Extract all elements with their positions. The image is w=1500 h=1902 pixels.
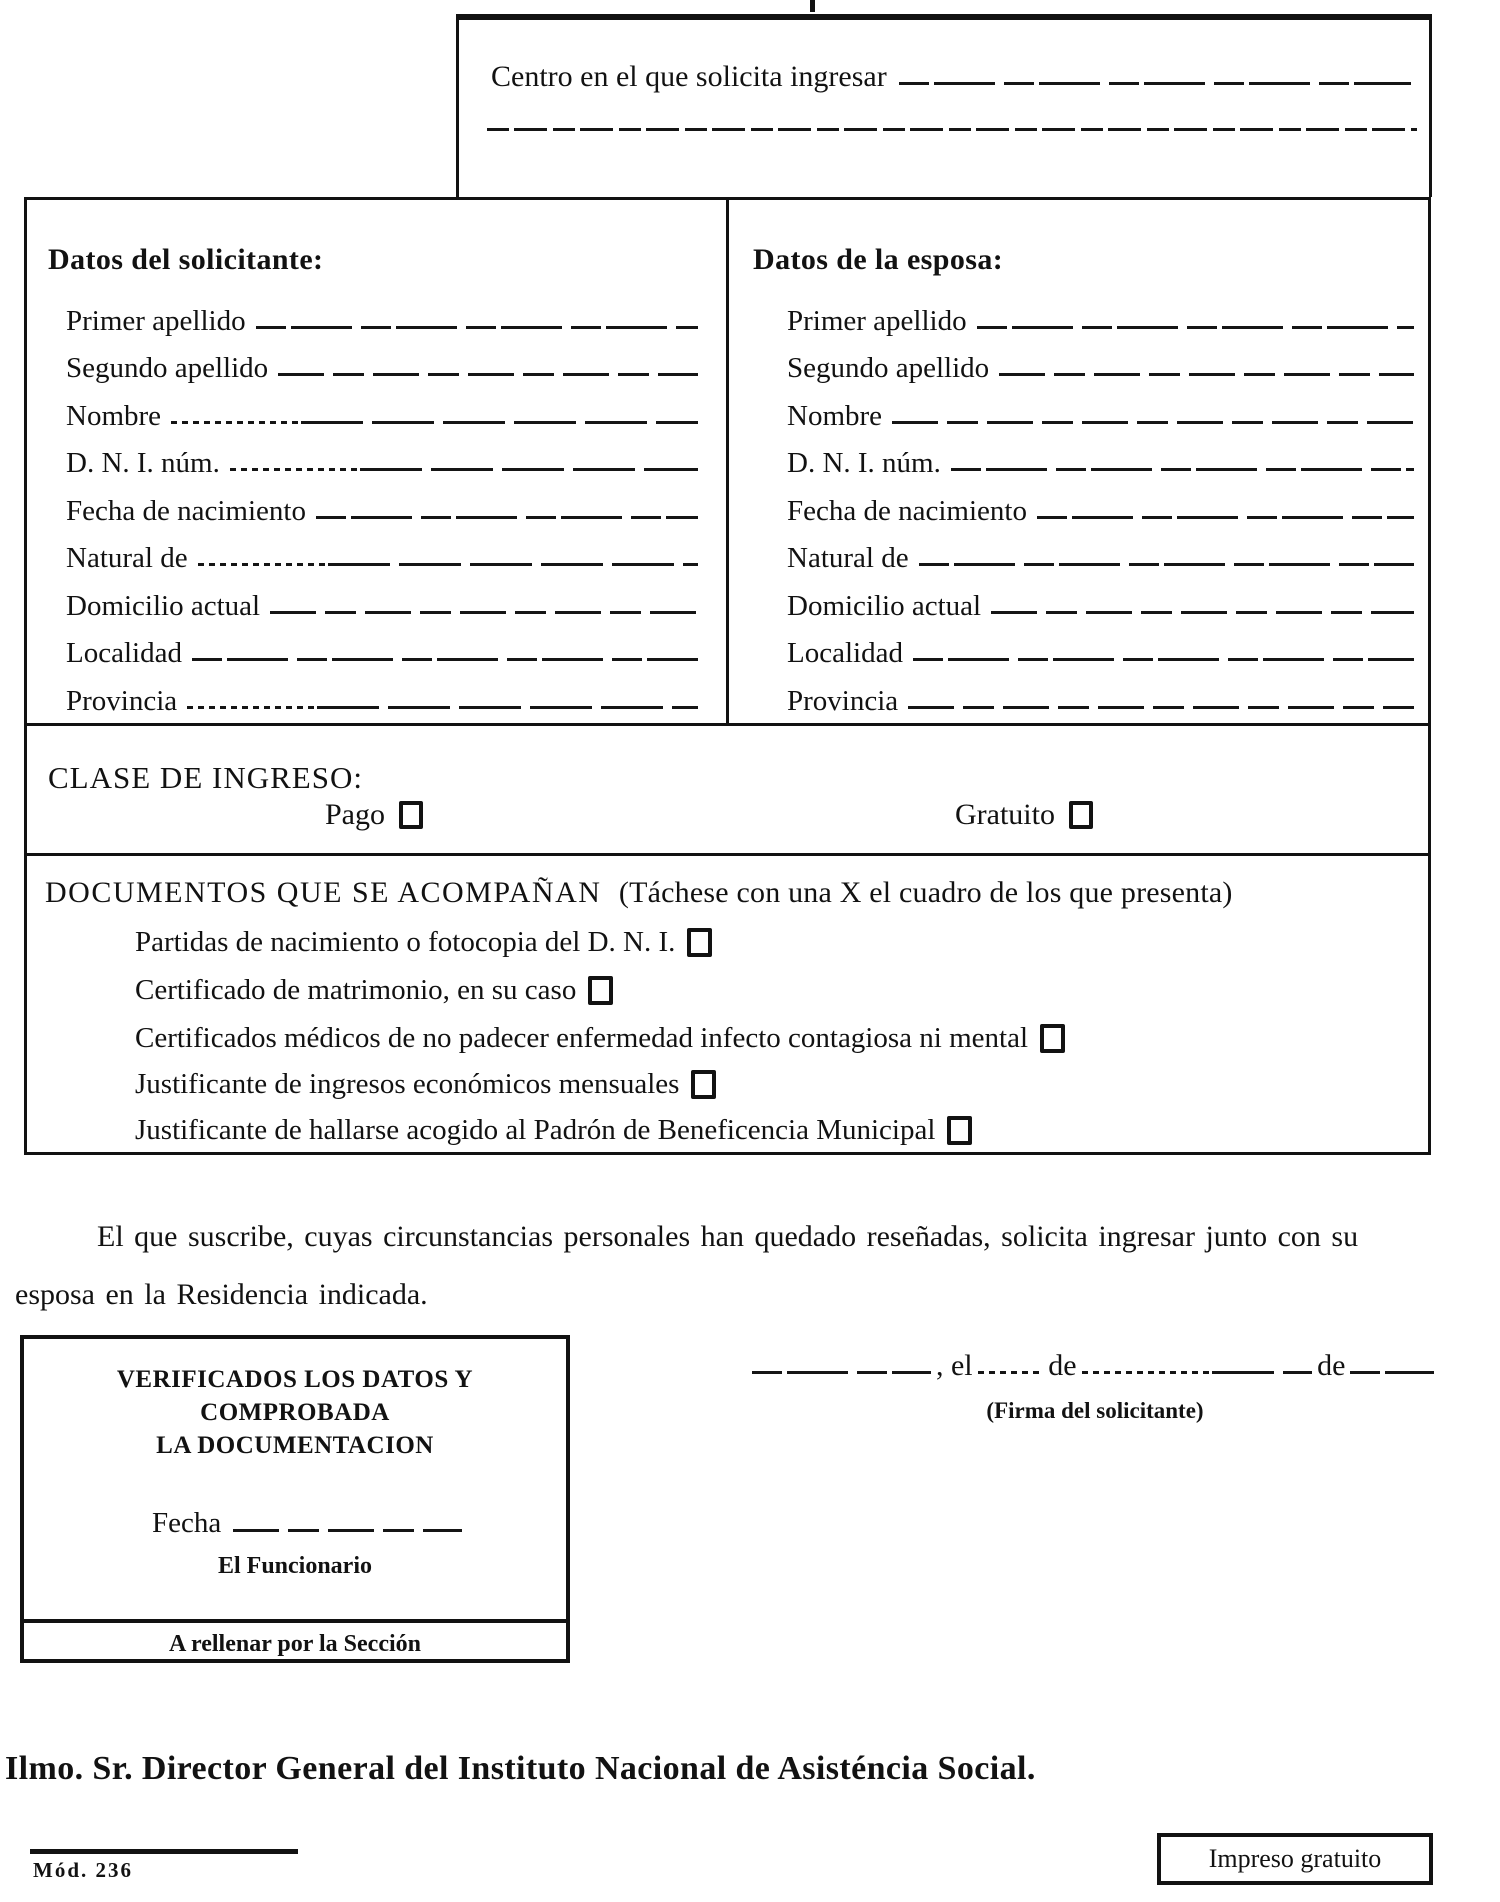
field-row (48, 432, 700, 480)
field-label: Provincia (66, 684, 178, 717)
field-blank-line[interactable] (991, 611, 1414, 614)
field-label: Localidad (787, 637, 903, 669)
entry-class-option-gratuito (955, 798, 1093, 832)
model-number: Mód. 236 (33, 1858, 133, 1882)
pago-label: Pago (325, 798, 385, 831)
field-row (753, 669, 1416, 717)
field-row (48, 622, 700, 670)
verification-title-line-1: VERIFICADOS LOS DATOS Y COMPROBADA (116, 1366, 474, 1426)
document-item-label: Certificados médicos de no padecer enfermedad infecto contagiosa ni mental (135, 1022, 1028, 1054)
verification-title-line-2: LA DOCUMENTACION (156, 1432, 434, 1459)
field-row (753, 289, 1416, 337)
document-item (135, 974, 613, 1007)
spouse-title: Datos de la esposa: (753, 243, 1004, 276)
documents-title: DOCUMENTOS QUE SE ACOMPAÑAN (45, 876, 602, 909)
field-label: Primer apellido (787, 304, 967, 337)
field-row (753, 527, 1416, 575)
addressee-line: Ilmo. Sr. Director General del Instituto Nacional de Asisténcia Social. (5, 1750, 1036, 1787)
field-blank-line[interactable] (256, 326, 698, 329)
entry-class-title: CLASE DE INGRESO: (48, 760, 363, 795)
field-label: Domicilio actual (66, 589, 261, 622)
field-row (48, 289, 700, 337)
field-row (753, 384, 1416, 432)
field-row (48, 669, 700, 717)
gratuito-label: Gratuito (955, 798, 1055, 831)
document-item (135, 1022, 1065, 1055)
document-item-label: Certificado de matrimonio, en su caso (135, 974, 577, 1006)
centro-label: Centro en el que solicita ingresar (491, 60, 887, 93)
model-number-rule (30, 1849, 298, 1854)
field-row (48, 574, 700, 622)
field-blank-line[interactable] (908, 706, 1414, 709)
signature-caption: (Firma del solicitante) (986, 1398, 1204, 1423)
applicant-section (48, 243, 700, 717)
verification-date-row (152, 1507, 462, 1540)
field-blank-line[interactable] (270, 611, 698, 614)
free-print-stamp-label: Impreso gratuito (1208, 1844, 1382, 1873)
field-blank-line[interactable] (999, 373, 1414, 376)
field-blank-line[interactable] (171, 421, 698, 424)
field-blank-line[interactable] (977, 326, 1414, 329)
field-row (48, 337, 700, 385)
document-item-label: Justificante de hallarse acogido al Padrón de Beneficencia Municipal (135, 1114, 936, 1146)
verification-box (20, 1335, 570, 1663)
year-blank-line[interactable] (1350, 1371, 1434, 1374)
document-item-label: Partidas de nacimiento o fotocopia del D. N. I. (135, 926, 676, 958)
field-label: Segundo apellido (66, 352, 269, 384)
date-word-el: , el (935, 1349, 973, 1382)
date-word-de-2: de (1317, 1349, 1346, 1382)
fecha-blank-line[interactable] (233, 1529, 462, 1532)
free-print-stamp-box (1157, 1833, 1433, 1885)
document-item (135, 1114, 972, 1147)
document-checkbox-2[interactable] (588, 976, 613, 1005)
place-blank-line[interactable] (752, 1371, 931, 1374)
declaration-line-2: esposa en la Residencia indicada. (15, 1278, 428, 1311)
column-divider (726, 199, 729, 723)
field-blank-line[interactable] (278, 373, 698, 376)
declaration-line-1: El que suscribe, cuyas circunstancias personales han quedado reseñadas, solicita ingresar junto con su (97, 1220, 1359, 1253)
document-item (135, 926, 712, 959)
documents-hint: (Táchese con una X el cuadro de los que presenta) (618, 876, 1233, 909)
field-row (753, 337, 1416, 385)
field-label: Provincia (787, 684, 899, 717)
entry-class-option-pago (325, 798, 423, 832)
document-checkbox-3[interactable] (1040, 1024, 1065, 1053)
document-item-label: Justificante de ingresos económicos mensuales (135, 1068, 680, 1100)
field-blank-line[interactable] (892, 421, 1414, 424)
field-label: Segundo apellido (787, 352, 990, 384)
pago-checkbox[interactable] (399, 801, 423, 829)
centro-box (456, 14, 1432, 197)
signature-date-row (752, 1350, 1434, 1382)
field-row (753, 622, 1416, 670)
date-word-de-1: de (1048, 1349, 1077, 1382)
verification-box-divider (20, 1619, 570, 1623)
document-checkbox-5[interactable] (947, 1116, 972, 1145)
field-label: D. N. I. núm. (787, 447, 941, 479)
field-blank-line[interactable] (316, 516, 698, 519)
field-row (48, 384, 700, 432)
centro-blank-line[interactable] (899, 82, 1411, 85)
fecha-label: Fecha (152, 1507, 222, 1539)
applicant-title: Datos del solicitante: (48, 243, 324, 276)
month-blank-line[interactable] (1082, 1371, 1313, 1374)
field-blank-line[interactable] (951, 468, 1414, 471)
field-row (753, 479, 1416, 527)
field-row (753, 432, 1416, 480)
centro-blank-line-2[interactable] (487, 128, 1417, 131)
field-blank-line[interactable] (187, 706, 698, 709)
field-blank-line[interactable] (230, 468, 698, 471)
field-label: Primer apellido (66, 304, 246, 337)
field-blank-line[interactable] (198, 563, 698, 566)
field-row (48, 479, 700, 527)
field-label: Nombre (787, 399, 883, 432)
section-divider-1 (24, 723, 1431, 726)
field-blank-line[interactable] (913, 658, 1414, 661)
field-row (48, 527, 700, 575)
field-label: D. N. I. núm. (66, 447, 220, 479)
document-item (135, 1068, 716, 1101)
day-blank-line[interactable] (978, 1371, 1044, 1374)
field-row (753, 574, 1416, 622)
field-label: Domicilio actual (787, 589, 982, 622)
spouse-section (753, 243, 1416, 717)
field-label: Natural de (66, 542, 188, 574)
gratuito-checkbox[interactable] (1069, 801, 1093, 829)
section-divider-2 (24, 853, 1431, 856)
declaration-paragraph (15, 1220, 1445, 1312)
documents-header (45, 876, 1233, 910)
verification-footer: A rellenar por la Sección (169, 1631, 421, 1657)
field-label: Localidad (66, 637, 182, 669)
document-checkbox-4[interactable] (691, 1070, 716, 1099)
scan-crop-mark (810, 0, 815, 12)
field-label: Fecha de nacimiento (66, 494, 306, 527)
official-label: El Funcionario (217, 1553, 373, 1579)
document-checkbox-1[interactable] (687, 928, 712, 957)
field-blank-line[interactable] (1037, 516, 1414, 519)
field-label: Fecha de nacimiento (787, 494, 1027, 527)
verification-title (24, 1363, 566, 1462)
field-label: Natural de (787, 542, 909, 574)
field-blank-line[interactable] (919, 563, 1414, 566)
field-blank-line[interactable] (192, 658, 698, 661)
field-label: Nombre (66, 399, 162, 432)
